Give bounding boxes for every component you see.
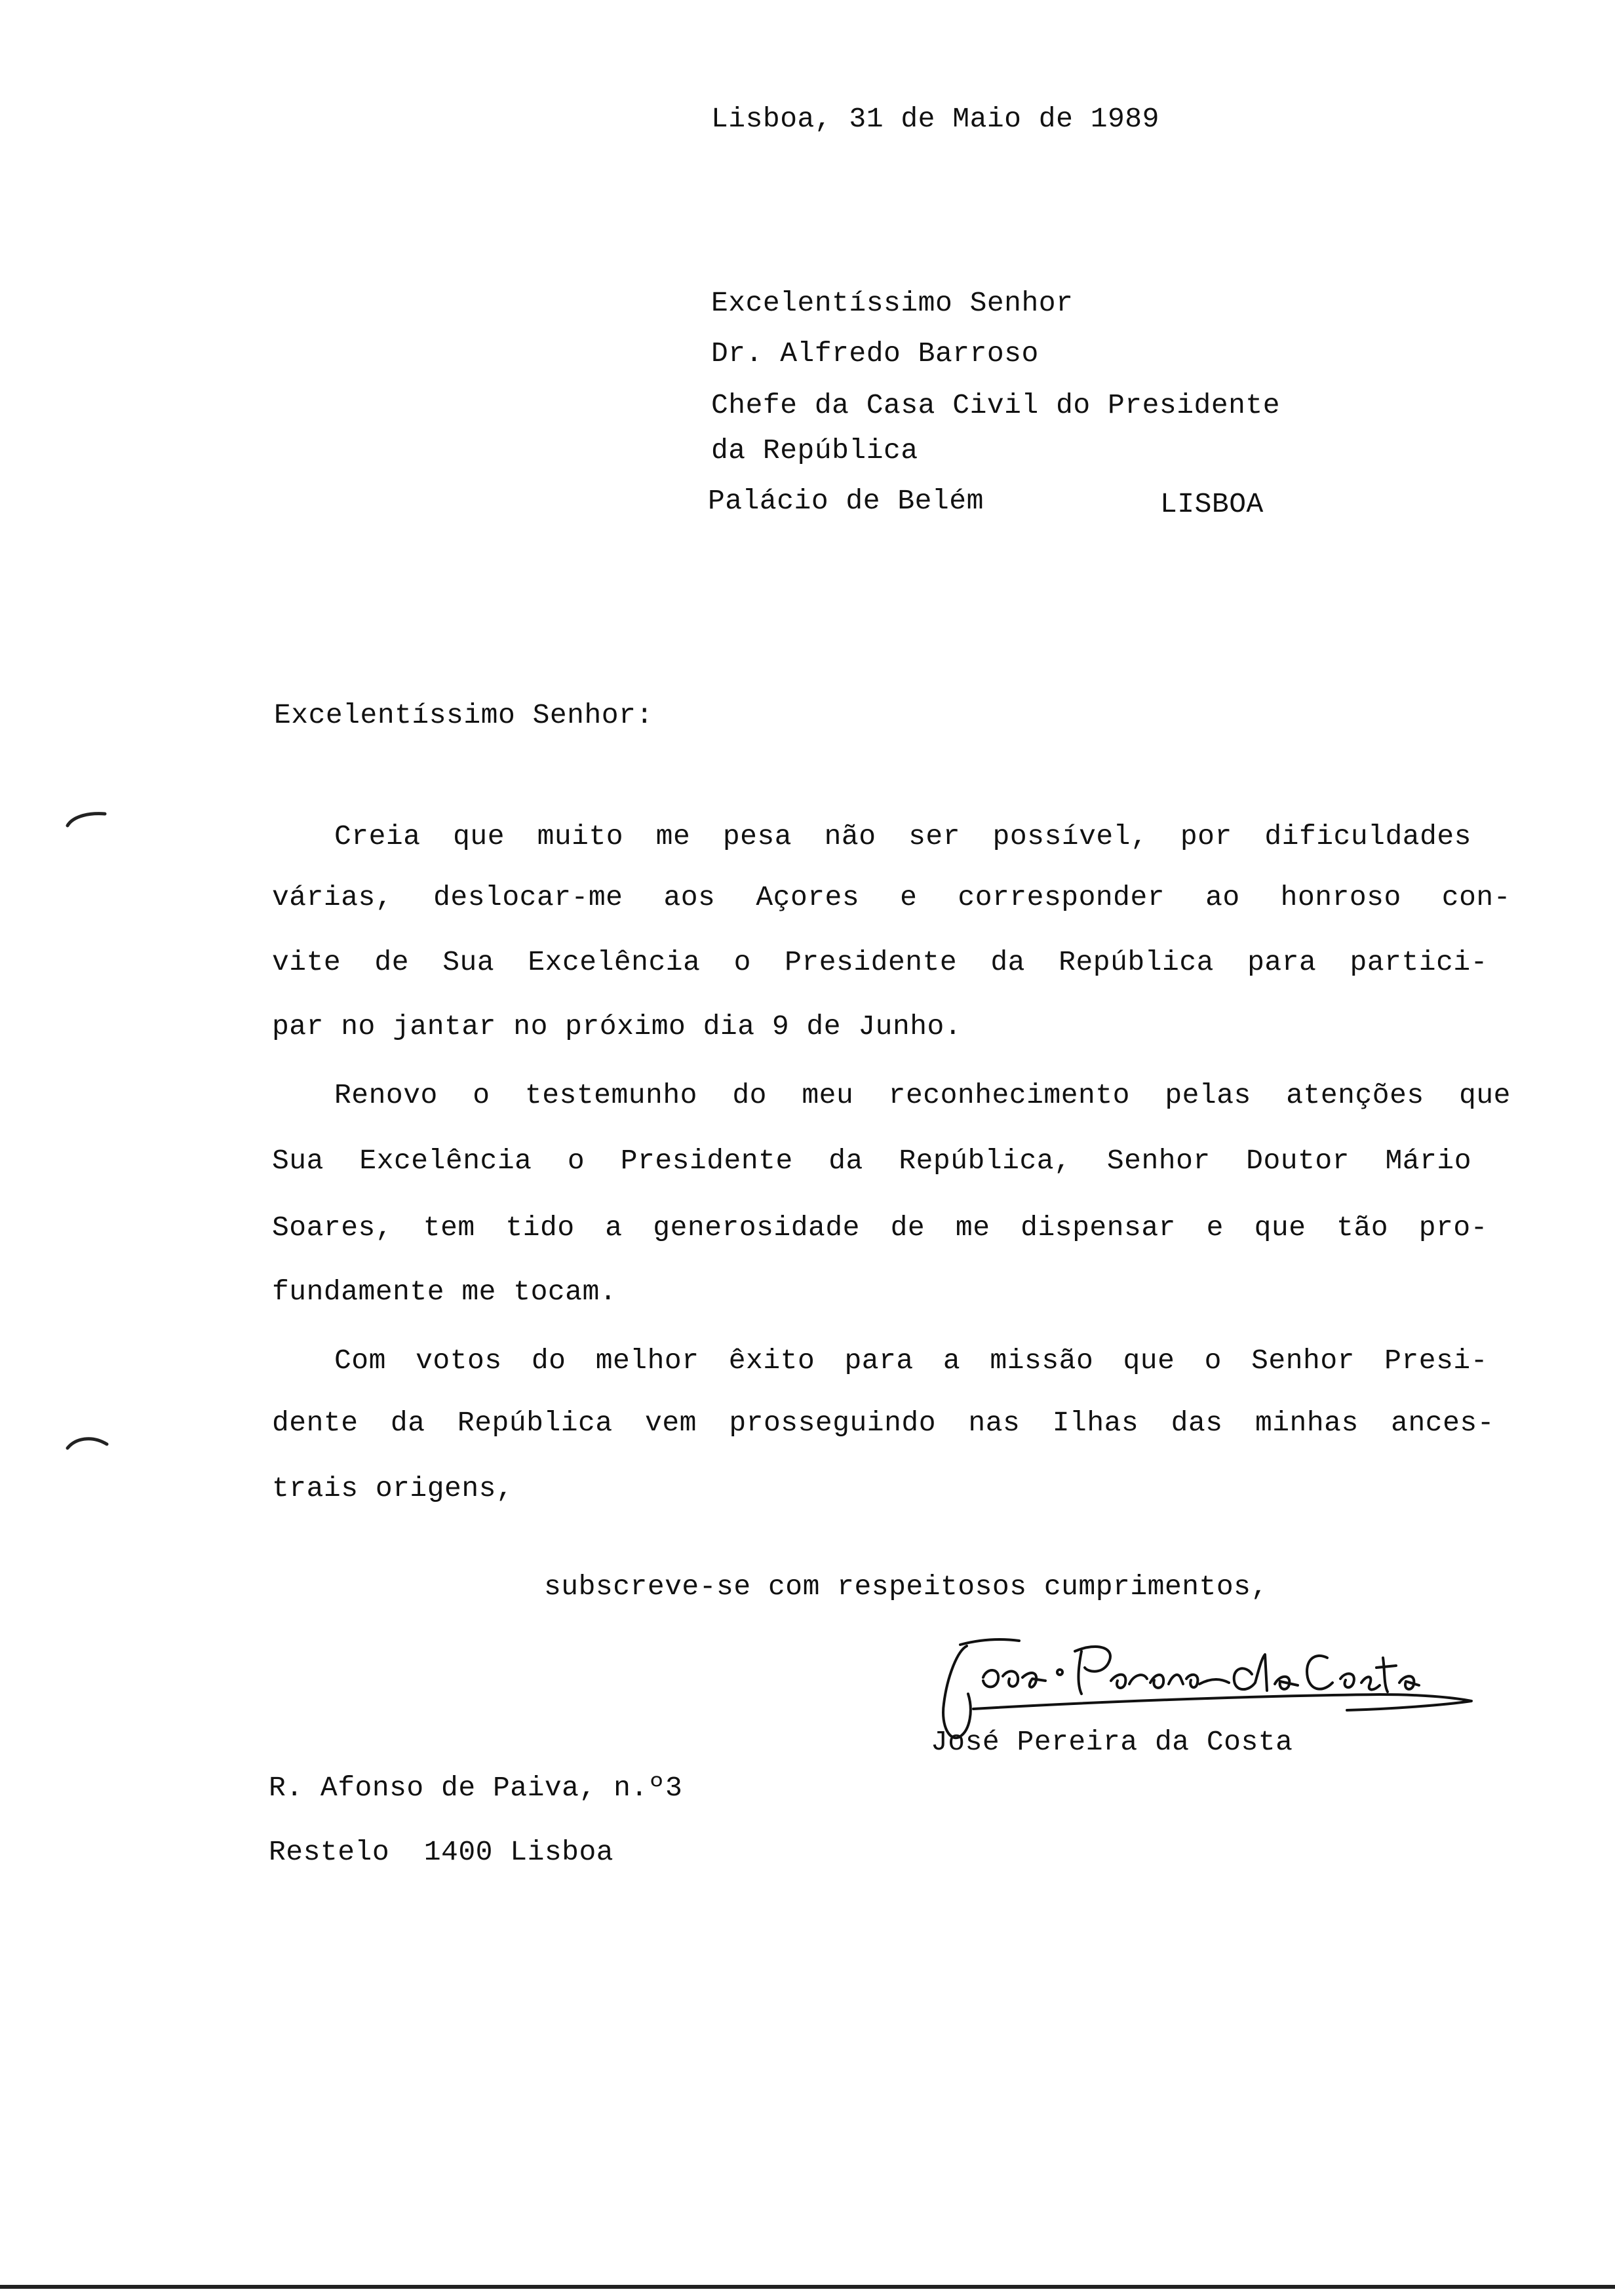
salutation: Excelentíssimo Senhor: — [274, 699, 653, 731]
paragraph-3-line-2: dente da República vem prosseguindo nas Ilhas das minhas ances- — [272, 1407, 1494, 1439]
paragraph-2-line-1: Renovo o testemunho do meu reconhecimento pelas atenções que — [334, 1079, 1511, 1111]
addressee-line-3: Chefe da Casa Civil do Presidente — [711, 389, 1281, 421]
paragraph-2-line-2: Sua Excelência o Presidente da República, Senhor Doutor Mário — [272, 1145, 1471, 1177]
addressee-line-5-right: LISBOA — [1160, 488, 1264, 520]
sender-address-line-1: R. Afonso de Paiva, n.º3 — [269, 1772, 683, 1804]
paragraph-3-line-1: Com votos do melhor êxito para a missão que o Senhor Presi- — [334, 1345, 1488, 1377]
paragraph-2-line-4: fundamente me tocam. — [272, 1276, 617, 1308]
closing-line: subscreve-se com respeitosos cumprimentos, — [544, 1571, 1268, 1603]
paragraph-1-line-1: Creia que muito me pesa não ser possível, por dificuldades — [334, 820, 1471, 852]
addressee-line-5-left: Palácio de Belém — [708, 485, 984, 517]
paragraph-1-line-3: vite de Sua Excelência o Presidente da República para partici- — [272, 946, 1488, 978]
bottom-edge-rule — [0, 2285, 1615, 2289]
paragraph-2-line-3: Soares, tem tido a generosidade de me dispensar e que tão pro- — [272, 1212, 1488, 1244]
paragraph-1-line-2: várias, deslocar-me aos Açores e corresponder ao honroso con- — [272, 881, 1511, 913]
sender-address-line-2: Restelo 1400 Lisboa — [269, 1836, 614, 1868]
paragraph-1-line-4: par no jantar no próximo dia 9 de Junho. — [272, 1010, 962, 1043]
addressee-line-1: Excelentíssimo Senhor — [711, 287, 1074, 319]
date-line: Lisboa, 31 de Maio de 1989 — [711, 103, 1159, 135]
margin-punch-mark-1 — [62, 806, 115, 832]
margin-punch-mark-2 — [62, 1428, 115, 1455]
addressee-line-2: Dr. Alfredo Barroso — [711, 337, 1039, 370]
paragraph-3-line-3: trais origens, — [272, 1472, 514, 1504]
typed-signatory-name: José Pereira da Costa — [931, 1726, 1293, 1758]
addressee-line-4: da República — [711, 434, 918, 467]
